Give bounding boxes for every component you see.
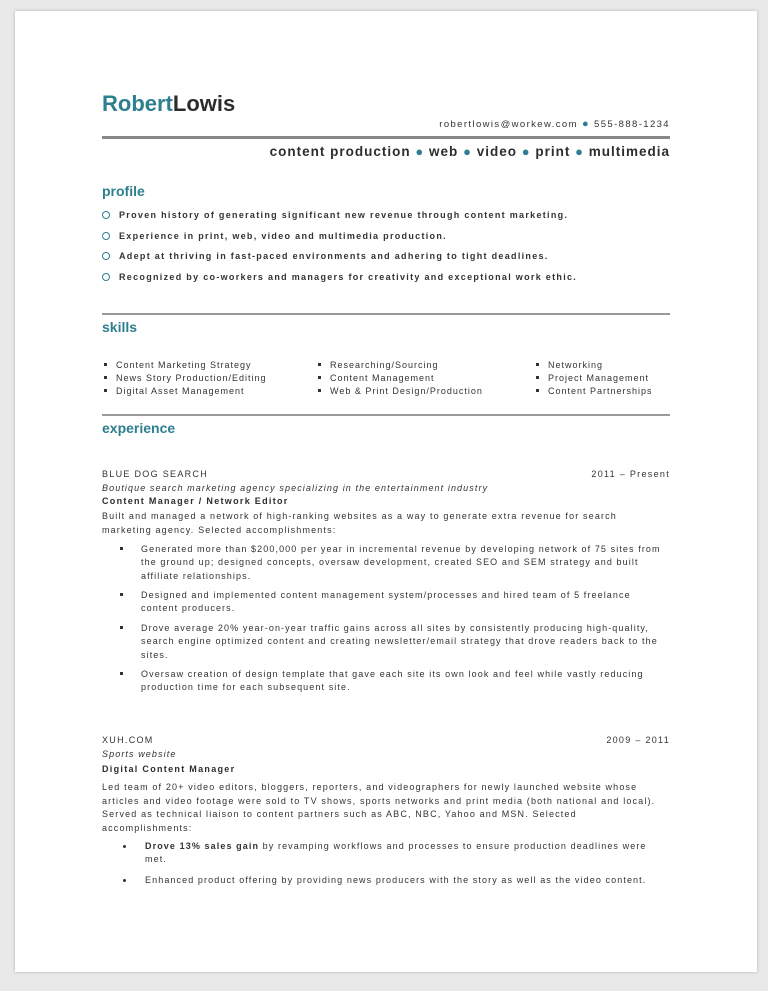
profile-item-text: Proven history of generating significant new revenue through content marketing. — [119, 210, 569, 220]
job-description: Sports website — [102, 749, 177, 759]
accomplishment-item — [141, 622, 670, 662]
job-company: XUH.COM — [102, 735, 154, 745]
skill-text: Networking — [548, 360, 604, 370]
resume-page — [15, 11, 757, 972]
accomplishment-text: Oversaw creation of design template that gave each site its own look and feel while vastly reducing production time for each subsequent site. — [141, 669, 644, 693]
job-role: Content Manager / Network Editor — [102, 496, 289, 506]
circle-bullet-icon — [102, 232, 110, 240]
square-bullet-icon — [120, 547, 123, 550]
job-summary: Built and managed a network of high-ranking websites as a way to generate extra revenue for search marketing agency. Selected accomplishments: — [102, 511, 617, 535]
tagline-item: web — [429, 144, 459, 159]
skill-item — [103, 360, 267, 373]
contact-line — [439, 118, 670, 130]
profile-item — [102, 231, 670, 252]
bullet-dot: ● — [463, 144, 472, 159]
tagline-item: print — [535, 144, 571, 159]
square-bullet-icon — [536, 363, 539, 366]
skill-item — [103, 373, 267, 386]
skill-item — [103, 386, 267, 399]
tagline-item: multimedia — [588, 144, 670, 159]
square-bullet-icon — [318, 376, 321, 379]
square-bullet-icon — [104, 376, 107, 379]
tagline — [270, 144, 670, 159]
bullet-dot: ● — [521, 144, 531, 159]
skill-text: Digital Asset Management — [116, 386, 245, 396]
skill-text: Web & Print Design/Production — [330, 386, 483, 396]
last-name: Lowis — [172, 91, 236, 116]
accomplishment-text: Drove average 20% year-on-year traffic gains across all sites by consistently producing high-quality, search engine optimized content and creating newsletter/email strategy that drove readers back to the sites. — [141, 623, 658, 660]
square-bullet-icon — [120, 672, 123, 675]
skill-text: News Story Production/Editing — [116, 373, 267, 383]
profile-item-text: Adept at thriving in fast-paced environments and adhering to tight deadlines. — [119, 251, 549, 261]
square-bullet-icon — [318, 363, 321, 366]
accomplishment-text: Generated more than $200,000 per year in incremental revenue by developing network of 75 sites from the ground up; designed concepts, oversaw development, created SEO and SEM strategy and built affiliate relationships. — [141, 544, 661, 581]
round-bullet-icon — [123, 845, 126, 848]
square-bullet-icon — [120, 626, 123, 629]
accomplishment-highlight: Drove 13% sales gain — [145, 841, 260, 851]
skill-item — [317, 386, 483, 399]
profile-item — [102, 210, 670, 231]
job-dates: 2009 – 2011 — [606, 735, 670, 745]
skill-text: Content Management — [330, 373, 435, 383]
circle-bullet-icon — [102, 252, 110, 260]
accomplishment-item — [145, 874, 670, 887]
job-dates: 2011 – Present — [591, 469, 670, 479]
skill-item — [317, 360, 483, 373]
skill-text: Researching/Sourcing — [330, 360, 439, 370]
bullet-dot: ● — [415, 144, 425, 159]
bullet-dot: ● — [581, 118, 590, 130]
square-bullet-icon — [104, 389, 107, 392]
phone: 555-888-1234 — [594, 119, 670, 130]
experience-heading: experience — [102, 420, 176, 436]
accomplishment-text: by revamping workflows and processes to ensure production deadlines were met. — [145, 841, 647, 865]
square-bullet-icon — [120, 593, 123, 596]
skills-column-3 — [535, 360, 653, 399]
tagline-item: video — [476, 144, 517, 159]
profile-list — [102, 210, 670, 292]
round-bullet-icon — [123, 879, 126, 882]
circle-bullet-icon — [102, 273, 110, 281]
job-summary: Led team of 20+ video editors, bloggers, reporters, and videographers for newly launched website whose articles and video footage were sold to TV shows, sports networks and print media (both national and local). Served as technical liaison to content partners such as ABC, NBC, Yahoo and MSN. Selected accomplishments: — [102, 782, 656, 833]
first-name: Robert — [102, 91, 173, 116]
skills-heading: skills — [102, 319, 138, 335]
skill-item — [535, 360, 653, 373]
profile-item-text: Experience in print, web, video and multimedia production. — [119, 230, 447, 241]
skill-text: Project Management — [548, 373, 650, 383]
skill-item — [317, 373, 483, 386]
job-role: Digital Content Manager — [102, 764, 236, 774]
accomplishment-item — [141, 589, 670, 616]
circle-bullet-icon — [102, 211, 110, 219]
square-bullet-icon — [318, 389, 321, 392]
profile-heading: profile — [102, 183, 145, 199]
square-bullet-icon — [536, 389, 539, 392]
square-bullet-icon — [104, 363, 107, 366]
skill-item — [535, 386, 653, 399]
accomplishment-text: Designed and implemented content management system/processes and hired team of 5 freelance content producers. — [141, 590, 631, 614]
accomplishment-text: Enhanced product offering by providing news producers with the story as well as the video content. — [145, 875, 647, 885]
square-bullet-icon — [536, 376, 539, 379]
profile-item — [102, 272, 670, 293]
skill-text: Content Partnerships — [548, 386, 653, 396]
bullet-dot: ● — [575, 144, 584, 159]
accomplishment-item — [141, 543, 670, 583]
skills-column-1 — [103, 360, 267, 399]
profile-item — [102, 251, 670, 272]
accomplishment-item — [145, 840, 670, 867]
skills-column-2 — [317, 360, 483, 399]
job-description: Boutique search marketing agency specializing in the entertainment industry — [102, 483, 489, 493]
skills-rule — [102, 414, 670, 416]
job-company: BLUE DOG SEARCH — [102, 469, 209, 479]
profile-rule — [102, 313, 670, 315]
candidate-name — [102, 91, 235, 117]
accomplishment-item — [141, 668, 670, 695]
tagline-item: content production — [269, 144, 411, 159]
skill-item — [535, 373, 653, 386]
header-rule — [102, 136, 670, 139]
email: robertlowis@workew.com — [439, 119, 578, 130]
skill-text: Content Marketing Strategy — [116, 360, 252, 370]
profile-item-text: Recognized by co-workers and managers for creativity and exceptional work ethic. — [119, 271, 578, 282]
